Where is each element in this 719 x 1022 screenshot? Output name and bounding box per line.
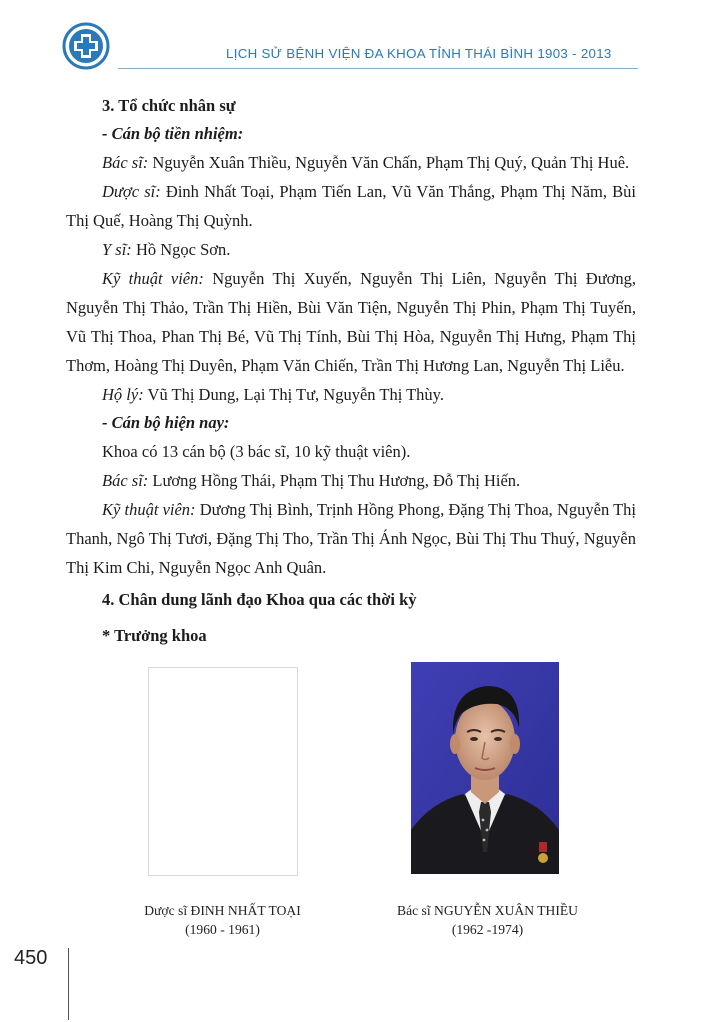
y-si-names: Hồ Ngọc Sơn. bbox=[131, 240, 231, 259]
former-nurses-aides bbox=[66, 380, 636, 409]
ho-ly-names: Vũ Thị Dung, Lại Thị Tư, Nguyễn Thị Thùy. bbox=[143, 385, 444, 404]
page-number: 450 bbox=[14, 947, 48, 969]
header-divider bbox=[118, 68, 638, 69]
running-head: LỊCH SỬ BỆNH VIỆN ĐA KHOA TỈNH THÁI BÌNH 1903 - 2013 bbox=[226, 46, 612, 61]
portrait-2-name: Bác sĩ NGUYỄN XUÂN THIỀU bbox=[397, 903, 578, 918]
ktv-names: Nguyễn Thị Xuyến, Nguyễn Thị Liên, Nguyễn Thị Đương, Nguyễn Thị Thảo, Trần Thị Hiền, Bùi Văn Tiện, Nguyễn Thị Phin, Phạm Thị Tuyến, Vũ Thị Thoa, Phan Thị Bé, Vũ Thị Tính, Bùi Thị Hòa, Nguyễn Thị Hưng, Phạm Thị Thơm, Hoàng Thị Duyên, Phạm Văn Chiến, Trần Thị Hương Lan, Nguyễn Thị Liễu. bbox=[66, 269, 636, 375]
department-head-subheading: * Trưởng khoa bbox=[102, 626, 207, 645]
hospital-logo-icon bbox=[62, 22, 110, 70]
cur-bac-si-label: Bác sĩ: bbox=[102, 471, 149, 490]
portrait-1-name: Dược sĩ ĐINH NHẤT TOẠI bbox=[144, 903, 301, 918]
section-3-heading: 3. Tổ chức nhân sự bbox=[102, 96, 236, 115]
former-doctors bbox=[66, 148, 636, 177]
former-physician-assistants bbox=[66, 235, 636, 264]
bac-si-label: Bác sĩ: bbox=[102, 153, 149, 172]
duoc-si-names: Đinh Nhất Toại, Phạm Tiến Lan, Vũ Văn Thắng, Phạm Thị Năm, Bùi Thị Quế, Hoàng Thị Quỳnh. bbox=[66, 182, 637, 230]
current-technicians bbox=[66, 495, 636, 582]
current-summary: Khoa có 13 cán bộ (3 bác sĩ, 10 kỹ thuật viên). bbox=[102, 442, 411, 461]
bac-si-names: Nguyễn Xuân Thiều, Nguyễn Văn Chấn, Phạm Thị Quý, Quản Thị Huê. bbox=[148, 153, 630, 172]
ho-ly-label: Hộ lý: bbox=[102, 385, 144, 404]
cur-ktv-label: Kỹ thuật viên: bbox=[102, 500, 196, 519]
portrait-caption-1 bbox=[120, 901, 325, 939]
portrait-1-years: (1960 - 1961) bbox=[185, 922, 260, 937]
portrait-placeholder bbox=[148, 667, 298, 876]
former-pharmacists bbox=[66, 177, 636, 235]
current-doctors bbox=[66, 466, 636, 495]
former-staff-label: - Cán bộ tiền nhiệm: bbox=[102, 124, 244, 143]
duoc-si-label: Dược sĩ: bbox=[102, 182, 161, 201]
portrait-photo bbox=[411, 662, 559, 874]
cur-ktv-names: Dương Thị Bình, Trịnh Hồng Phong, Đặng Thị Thoa, Nguyễn Thị Thanh, Ngô Thị Tươi, Đặng Thị Tho, Trần Thị Ánh Ngọc, Bùi Thị Thu Thuý, Nguyễn Thị Kim Chi, Nguyễn Ngọc Anh Quân. bbox=[66, 500, 636, 577]
page-number-rule bbox=[68, 948, 69, 1020]
portrait-2-years: (1962 -1974) bbox=[451, 922, 524, 937]
ktv-label: Kỹ thuật viên: bbox=[102, 269, 204, 288]
section-3 bbox=[66, 92, 636, 582]
section-4-heading: 4. Chân dung lãnh đạo Khoa qua các thời kỳ bbox=[102, 590, 417, 609]
portrait-caption-2 bbox=[380, 901, 595, 939]
y-si-label: Y sĩ: bbox=[102, 240, 132, 259]
current-staff-label: - Cán bộ hiện nay: bbox=[102, 413, 230, 432]
former-technicians bbox=[66, 264, 636, 380]
cur-bac-si-names: Lương Hồng Thái, Phạm Thị Thu Hương, Đỗ Thị Hiến. bbox=[148, 471, 521, 490]
